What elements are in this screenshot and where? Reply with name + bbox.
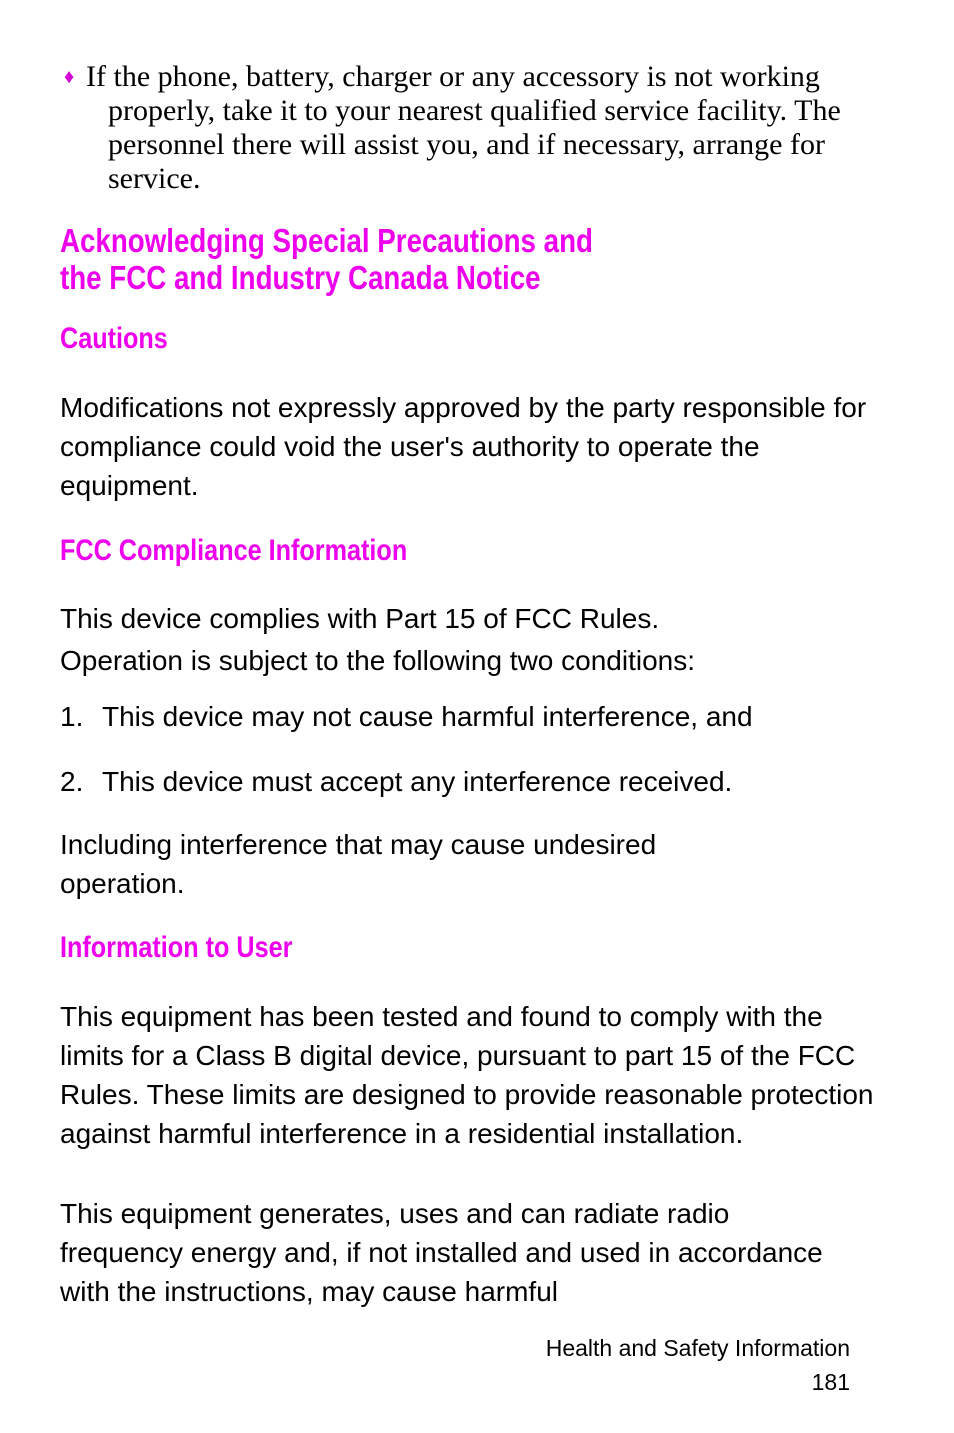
section-heading-line-1: Acknowledging Special Precautions and [60,222,593,259]
condition-number: 1. [60,701,84,732]
fcc-compliance-heading: FCC Compliance Information [60,534,408,567]
footer-page-number: 181 [811,1369,850,1395]
footer-section-title: Health and Safety Information [545,1335,850,1361]
condition-text: This device may not cause harmful interference, and [102,701,753,732]
condition-text: This device must accept any interference received. [102,766,733,797]
condition-item-1 [60,697,890,736]
fcc-intro-line-1: This device complies with Part 15 of FCC Rules. [60,603,660,634]
diamond-bullet-icon: ♦ [64,66,75,88]
information-paragraph-1: This equipment has been tested and found to comply with the limits for a Class B digital device, pursuant to part 15 of the FCC Rules. These limits are designed to provide reasonable protection against harmful interference in a residential installation. [60,1001,874,1149]
section-heading [60,222,749,296]
cautions-heading: Cautions [60,322,168,355]
section-heading-line-2: the FCC and Industry Canada Notice [60,259,541,296]
information-paragraph-2: This equipment generates, uses and can radiate radio frequency energy and, if not installed and used in accordance with the instructions, may cause harmful [60,1198,823,1307]
condition-number: 2. [60,766,84,797]
information-to-user-heading: Information to User [60,931,293,964]
fcc-closing-text: Including interference that may cause undesired operation. [60,829,657,899]
bullet-item [64,60,864,196]
condition-item-2 [60,762,890,801]
bullet-text: If the phone, battery, charger or any accessory is not working properly, take it to your nearest qualified service facility. The personnel there will assist you, and if necessary, arrange for service. [86,60,841,195]
fcc-intro-line-2: Operation is subject to the following two conditions: [60,645,696,676]
cautions-text: Modifications not expressly approved by the party responsible for compliance could void the user's authority to operate the equipment. [60,392,867,501]
